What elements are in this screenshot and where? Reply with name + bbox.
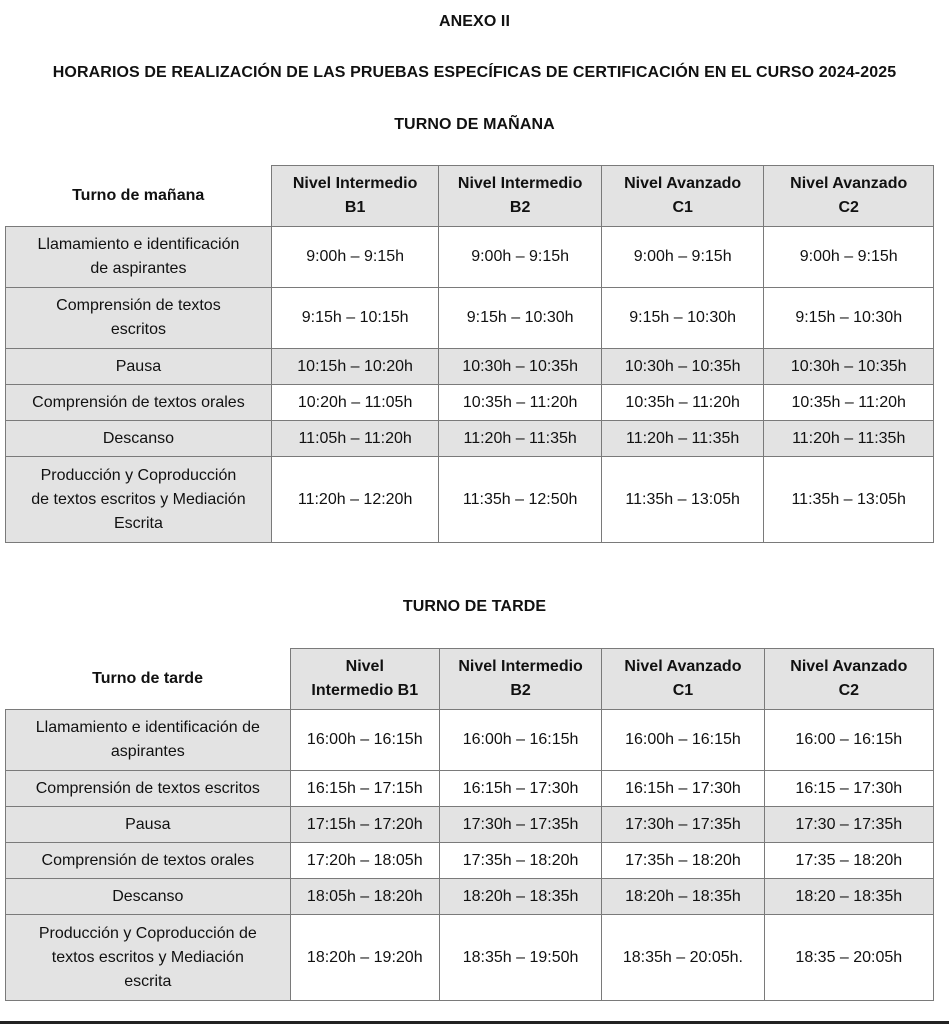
row-label: Descanso bbox=[6, 421, 272, 457]
table-row bbox=[6, 710, 934, 771]
row-label bbox=[6, 710, 291, 771]
column-header bbox=[271, 166, 439, 227]
column-header bbox=[764, 649, 933, 710]
time-cell: 9:15h – 10:15h bbox=[271, 288, 439, 349]
column-header-line: Nivel Intermedio bbox=[457, 175, 583, 192]
time-cell: 11:35h – 13:05h bbox=[764, 457, 934, 543]
column-header-line: Nivel Avanzado bbox=[790, 658, 908, 675]
table-row bbox=[6, 843, 934, 879]
column-header-line: C2 bbox=[838, 199, 859, 216]
row-label bbox=[6, 288, 272, 349]
time-cell: 11:35h – 13:05h bbox=[601, 457, 764, 543]
time-cell: 17:35 – 18:20h bbox=[764, 843, 933, 879]
time-cell: 18:05h – 18:20h bbox=[290, 879, 439, 915]
time-cell: 9:15h – 10:30h bbox=[601, 288, 764, 349]
time-cell: 18:20h – 18:35h bbox=[602, 879, 764, 915]
table-row bbox=[6, 421, 934, 457]
time-cell: 17:30 – 17:35h bbox=[764, 807, 933, 843]
time-cell: 18:20h – 19:20h bbox=[290, 915, 439, 1001]
document-title: HORARIOS DE REALIZACIÓN DE LAS PRUEBAS ESPECÍFICAS DE CERTIFICACIÓN EN EL CURSO 2024-2025 bbox=[52, 64, 897, 81]
time-cell: 10:20h – 11:05h bbox=[271, 385, 439, 421]
column-header-line: B1 bbox=[344, 199, 366, 216]
row-label-line: escritos bbox=[110, 321, 166, 338]
column-header-line: Nivel bbox=[345, 658, 384, 675]
time-cell: 16:00h – 16:15h bbox=[290, 710, 439, 771]
table-header-row bbox=[6, 649, 934, 710]
time-cell: 9:00h – 9:15h bbox=[271, 227, 439, 288]
row-label-line: de aspirantes bbox=[90, 260, 187, 277]
column-header-line: C1 bbox=[672, 682, 694, 699]
column-header bbox=[439, 649, 601, 710]
column-header-line: C1 bbox=[672, 199, 693, 216]
time-cell: 17:15h – 17:20h bbox=[290, 807, 439, 843]
table-row bbox=[6, 227, 934, 288]
time-cell: 11:20h – 11:35h bbox=[439, 421, 602, 457]
time-cell: 18:20 – 18:35h bbox=[764, 879, 933, 915]
column-header-line: Nivel Intermedio bbox=[292, 175, 418, 192]
row-label: Descanso bbox=[6, 879, 291, 915]
column-header bbox=[439, 166, 602, 227]
time-cell: 17:35h – 18:20h bbox=[439, 843, 601, 879]
time-cell: 11:05h – 11:20h bbox=[271, 421, 439, 457]
row-label-line: de textos escritos y Mediación bbox=[31, 490, 246, 508]
row-label-line: aspirantes bbox=[110, 743, 185, 760]
column-header bbox=[764, 166, 934, 227]
time-cell: 16:00h – 16:15h bbox=[602, 710, 764, 771]
time-cell: 11:20h – 12:20h bbox=[271, 457, 439, 543]
row-label-line: Comprensión de textos bbox=[56, 297, 221, 314]
time-cell: 10:35h – 11:20h bbox=[601, 385, 764, 421]
time-cell: 9:00h – 9:15h bbox=[439, 227, 602, 288]
time-cell: 17:20h – 18:05h bbox=[290, 843, 439, 879]
morning-schedule-table bbox=[5, 165, 934, 543]
time-cell: 16:15 – 17:30h bbox=[764, 771, 933, 807]
morning-section-title: TURNO DE MAÑANA bbox=[394, 116, 555, 133]
column-header-line: Nivel Avanzado bbox=[624, 175, 742, 192]
time-cell: 18:35h – 20:05h. bbox=[602, 915, 764, 1001]
time-cell: 17:30h – 17:35h bbox=[602, 807, 764, 843]
table-row bbox=[6, 915, 934, 1001]
time-cell: 16:15h – 17:15h bbox=[290, 771, 439, 807]
row-label-line: Producción y Coproducción bbox=[40, 466, 237, 484]
column-header bbox=[601, 166, 764, 227]
time-cell: 9:00h – 9:15h bbox=[764, 227, 934, 288]
column-header-line: Nivel Avanzado bbox=[624, 658, 742, 675]
time-cell: 18:20h – 18:35h bbox=[439, 879, 601, 915]
time-cell: 10:30h – 10:35h bbox=[764, 349, 934, 385]
column-header-line: B2 bbox=[510, 682, 531, 699]
time-cell: 10:35h – 11:20h bbox=[439, 385, 602, 421]
row-label: Comprensión de textos escritos bbox=[6, 771, 291, 807]
time-cell: 10:15h – 10:20h bbox=[271, 349, 439, 385]
row-label-line: Producción y Coproducción de bbox=[38, 924, 257, 942]
time-cell: 16:15h – 17:30h bbox=[439, 771, 601, 807]
table-header-row bbox=[6, 166, 934, 227]
time-cell: 10:30h – 10:35h bbox=[601, 349, 764, 385]
afternoon-schedule-table bbox=[5, 648, 934, 1001]
time-cell: 11:35h – 12:50h bbox=[439, 457, 602, 543]
corner-header: Turno de tarde bbox=[6, 649, 291, 710]
time-cell: 16:00h – 16:15h bbox=[439, 710, 601, 771]
table-row bbox=[6, 385, 934, 421]
time-cell: 18:35h – 19:50h bbox=[439, 915, 601, 1001]
row-label: Pausa bbox=[6, 349, 272, 385]
row-label-line: textos escritos y Mediación bbox=[51, 948, 244, 966]
table-row bbox=[6, 349, 934, 385]
row-label bbox=[6, 915, 291, 1001]
row-label bbox=[6, 227, 272, 288]
time-cell: 9:00h – 9:15h bbox=[601, 227, 764, 288]
time-cell: 17:30h – 17:35h bbox=[439, 807, 601, 843]
row-label-line: Llamamiento e identificación bbox=[37, 236, 240, 253]
row-label bbox=[6, 457, 272, 543]
afternoon-section-title: TURNO DE TARDE bbox=[402, 598, 547, 615]
time-cell: 18:35 – 20:05h bbox=[764, 915, 933, 1001]
table-row bbox=[6, 879, 934, 915]
column-header-line: Intermedio B1 bbox=[311, 682, 419, 699]
row-label-line: escrita bbox=[124, 972, 172, 990]
time-cell: 10:35h – 11:20h bbox=[764, 385, 934, 421]
row-label: Comprensión de textos orales bbox=[6, 843, 291, 879]
column-header-line: C2 bbox=[838, 682, 860, 699]
column-header-line: Nivel Avanzado bbox=[790, 175, 908, 192]
time-cell: 16:00 – 16:15h bbox=[764, 710, 933, 771]
corner-header: Turno de mañana bbox=[6, 166, 272, 227]
row-label-line: Llamamiento e identificación de bbox=[35, 719, 260, 736]
time-cell: 16:15h – 17:30h bbox=[602, 771, 764, 807]
row-label-line: Escrita bbox=[113, 514, 163, 532]
table-row bbox=[6, 457, 934, 543]
table-row bbox=[6, 771, 934, 807]
time-cell: 10:30h – 10:35h bbox=[439, 349, 602, 385]
column-header bbox=[602, 649, 764, 710]
column-header-line: B2 bbox=[509, 199, 531, 216]
time-cell: 9:15h – 10:30h bbox=[764, 288, 934, 349]
row-label: Pausa bbox=[6, 807, 291, 843]
table-row bbox=[6, 807, 934, 843]
table-row bbox=[6, 288, 934, 349]
row-label: Comprensión de textos orales bbox=[6, 385, 272, 421]
time-cell: 17:35h – 18:20h bbox=[602, 843, 764, 879]
column-header bbox=[290, 649, 439, 710]
time-cell: 11:20h – 11:35h bbox=[764, 421, 934, 457]
time-cell: 11:20h – 11:35h bbox=[601, 421, 764, 457]
annex-label: ANEXO II bbox=[438, 13, 511, 30]
time-cell: 9:15h – 10:30h bbox=[439, 288, 602, 349]
column-header-line: Nivel Intermedio bbox=[458, 658, 583, 675]
